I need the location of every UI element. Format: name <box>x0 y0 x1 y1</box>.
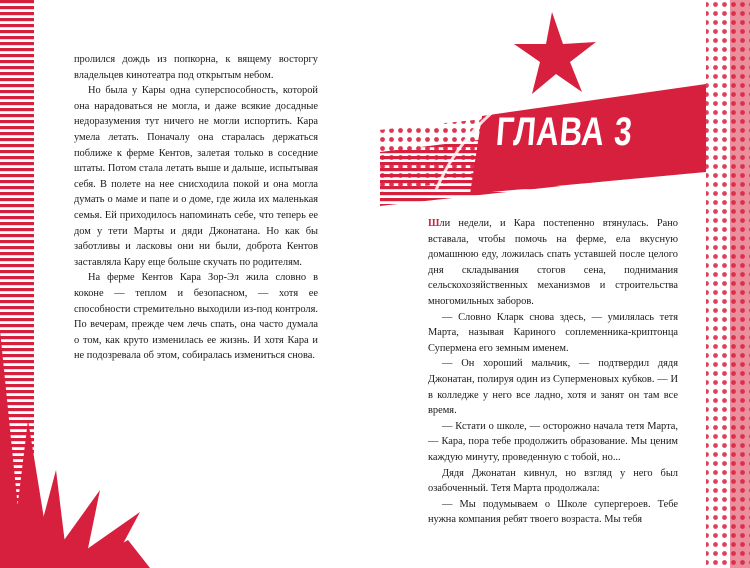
paragraph: — Кстати о школе, — осторожно начала тетя Марта, — Кара, пора тебе продолжить образование. Мы ценим каждую минуту, проведенную с тобой, но... <box>428 420 678 463</box>
paragraph: На ферме Кентов Кара Зор-Эл жила словно в коконе — теплом и безопасном, — хотя ее способности стремительно выходили из-под контроля. По вечерам, прежде чем лечь спать, она часто думала о том, как круто изменилась ее жизнь. И хотя Кара и не подозревала об этом, собиралась измениться снова. <box>74 272 318 362</box>
right-edge-halftone <box>706 0 750 568</box>
chapter-title: ГЛАВА 3 <box>494 110 635 154</box>
paragraph: Но была у Кары одна суперспособность, которой она нарадоваться не могла, и даже всякие досадные недоразумения тут ничего не могли испортить. Кара умела летать. Поначалу она старалась держаться поближе к ферме Кентов, залетая только в соседние штаты. Потом стала летать выше и дальше, испытывая себя. В полете на нее снисходила покой и она могла думать о маме и папе и о доме, где жила их маленькая семья. Ей приходилось напоминать себе, что теперь ее дом у тети Марты и дяди Джонатана. Но как бы заботливы и ласковы они ни были, доброта Кентов заставляла Кару еще больше скучать по родителям. <box>74 85 318 268</box>
drop-cap: Ш <box>428 218 440 229</box>
star-icon <box>514 12 596 94</box>
opening-paragraph <box>428 216 678 310</box>
right-page-text <box>428 216 678 528</box>
opening-paragraph-text: ли недели, и Кара постепенно втянулась. Рано вставала, чтобы помочь на ферме, ела вкусную домашнюю еду, ложилась спать уставшей после целого дня складывания стогов сена, поднимания сельскохозяйственных механизмов и строительства многомильных заборов. <box>428 218 678 307</box>
paragraph: Дядя Джонатан кивнул, но взгляд у него был озабоченный. Тетя Марта продолжала: <box>428 467 678 495</box>
left-page-text <box>74 52 318 364</box>
paragraph: — Мы подумываем о Школе супергероев. Тебе нужна компания ребят твоего возраста. Мы тебя <box>428 498 678 526</box>
paragraph: пролился дождь из попкорна, к вящему восторгу владельцев кинотеатра под открытым небом. <box>74 54 318 81</box>
paragraph: — Он хороший мальчик, — подтвердил дядя Джонатан, полируя один из Суперменовых кубков. — И в колледже у него все ладно, хотя и занят он там все время. <box>428 358 678 417</box>
paragraph: — Словно Кларк снова здесь, — умилялась тетя Марта, называя Кариного соплеменника-криптонца Супермена его земным именем. <box>428 311 678 354</box>
